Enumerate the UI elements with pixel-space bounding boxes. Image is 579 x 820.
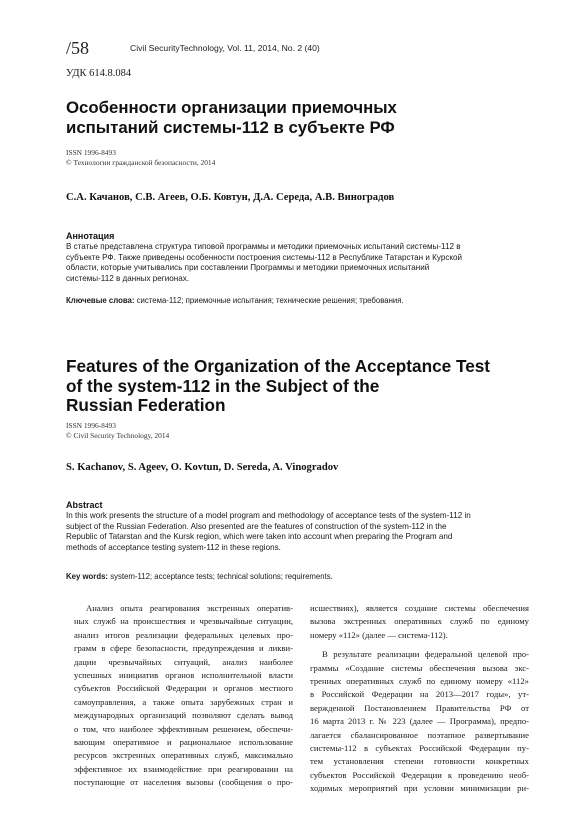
body-line: номеру «112» (далее — система-112). (310, 629, 448, 640)
body-line: грамм в сфере безопасности, предупреждения и ликви- (74, 643, 293, 654)
title-en-line: Russian Federation (66, 395, 226, 415)
title-ru (66, 98, 536, 138)
body-line: эффективное их взаимодействие при реагировании на (74, 763, 293, 774)
body-line: тренных оперативных служб по единому номеру «112» (310, 676, 529, 687)
body-line: лагается сбалансированное поэтапное развертывание (310, 729, 529, 740)
abstract-ru-line: В статье представлена структура типовой программы и методики приемочных испытаний системы-112 в (66, 242, 461, 251)
title-ru-line: испытаний системы-112 в субъекте РФ (66, 118, 395, 137)
body-line: субъектов Российской Федерации к проведению необ- (310, 769, 529, 780)
body-column-right (310, 602, 529, 796)
keywords-en (66, 572, 333, 581)
running-header (66, 38, 546, 58)
abstract-en-line: Republic of Tatarstan and the Kursk region, which were taken into account when preparing the Program and (66, 532, 453, 542)
body-line: В результате реализации федеральной целевой про- (322, 649, 529, 660)
body-line: ресурсов экстренных оперативных служб, максимально (74, 750, 293, 761)
keywords-text-ru: система-112; приемочные испытания; технические решения; требования. (134, 296, 404, 305)
copyright-ru: © Технологии гражданской безопасности, 2014 (66, 157, 216, 167)
body-line: анализ итогов реализации федеральных целевых про- (74, 629, 293, 640)
body-line: ных служб на происшествия и чрезвычайные ситуации, (74, 616, 293, 627)
body-line: граммы «Создание системы обеспечения вызова экс- (310, 662, 529, 673)
title-en-line: of the system-112 in the Subject of the (66, 375, 380, 396)
abstract-en-line: In this work presents the structure of a model program and methodology of acceptance tests of the system-112 in (66, 511, 471, 520)
keywords-ru (66, 296, 404, 305)
publication-meta-en (66, 421, 169, 440)
page-number: /58 (66, 38, 90, 58)
body-line: вержденной Постановлением Правительства РФ от (310, 702, 529, 713)
body-line: вающим оперативное и рациональное использование (74, 737, 293, 748)
abstract-en-line: subject of the Russian Federation. Also presented are the features of construction of the system-112 in the (66, 521, 447, 531)
body-line: в Российской Федерации на 2013—2017 годы», ут- (310, 689, 529, 700)
udk-code: УДК 614.8.084 (66, 68, 132, 79)
publication-meta-ru (66, 148, 215, 167)
body-line: исшествиях), является создание системы обеспечения (310, 603, 529, 613)
body-line: 16 марта 2013 г. № 223 (далее — Программа), предпо- (310, 716, 529, 727)
body-line: Анализ опыта реагирования экстренных оператив- (86, 603, 293, 613)
copyright-en: © Civil Security Technology, 2014 (66, 430, 170, 440)
title-en (66, 357, 536, 416)
title-ru-line: Особенности организации приемочных (66, 98, 397, 117)
body-line: системы-112 в субъектах Российской Федерации пу- (310, 743, 529, 754)
issn-en: ISSN 1996-8493 (66, 421, 116, 430)
body-line: самоуправления, а также опыта зарубежных стран и (74, 696, 293, 707)
title-en-line: Features of the Organization of the Acceptance Test (66, 356, 491, 376)
abstract-ru-line: системы-112 в данных регионах. (66, 273, 190, 283)
body-line: дации чрезвычайных ситуаций, анализ наиболее (74, 656, 293, 667)
body-line: ходимых мероприятий при условии минимизации ри- (310, 783, 529, 794)
abstract-en-line: methods of acceptance testing system-112 in these regions. (66, 542, 281, 552)
body-line: международных организаций позволяют сделать вывод (74, 710, 293, 721)
abstract-heading-en: Abstract (66, 500, 103, 510)
body-line: поступающие от населения вызовы (сообщения о про- (74, 777, 293, 788)
body-line: тем установления степени готовности конкретных (310, 756, 529, 767)
abstract-ru-line: субъекте РФ. Также приведены особенности построения системы-112 в Республике Татарстан и Курской (66, 252, 463, 262)
abstract-en (66, 511, 536, 553)
body-line: успешных инициатив органов исполнительной власти (74, 670, 293, 681)
body-line: вызова экстренных оперативных служб по единому (310, 616, 529, 627)
keywords-text-en: system-112; acceptance tests; technical solutions; requirements. (108, 572, 333, 581)
keywords-label-en: Key words: (66, 572, 109, 581)
body-column-left (74, 602, 293, 790)
issn-ru: ISSN 1996-8493 (66, 148, 116, 157)
keywords-label-ru: Ключевые слова: (66, 296, 135, 305)
body-line: о том, что наиболее эффективным решением, обеспечи- (74, 723, 293, 734)
abstract-ru (66, 242, 536, 284)
abstract-heading-ru: Аннотация (66, 231, 115, 241)
body-line: субъектов Российской Федерации и органов местного (74, 683, 293, 694)
abstract-ru-line: области, которые учитывались при составлении Программы и методики приемочных испытаний (66, 263, 430, 273)
journal-citation: Civil SecurityTechnology, Vol. 11, 2014, No. 2 (40) (130, 43, 320, 53)
authors-en: S. Kachanov, S. Ageev, O. Kovtun, D. Sereda, A. Vinogradov (66, 462, 339, 473)
authors-ru: С.А. Качанов, С.В. Агеев, О.Б. Ковтун, Д.А. Середа, А.В. Виноградов (66, 192, 395, 203)
